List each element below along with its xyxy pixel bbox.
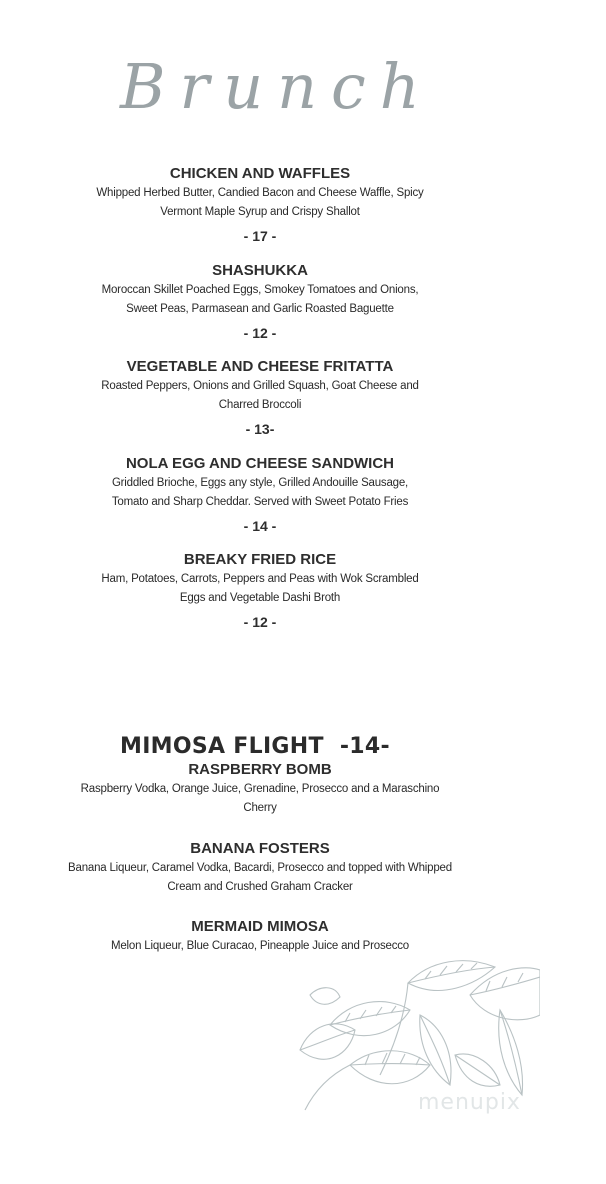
item-price: - 13- <box>245 421 275 437</box>
item-description: Moroccan Skillet Poached Eggs, Smokey Tomatoes and Onions, Sweet Peas, Parmasean and Garlic Roasted Baguette <box>101 283 419 315</box>
item-name: BREAKY FRIED RICE <box>183 551 337 568</box>
item-name: CHICKEN AND WAFFLES <box>169 165 351 182</box>
drink-name: RASPBERRY BOMB <box>188 761 332 778</box>
item-price: - 17 - <box>243 228 277 244</box>
drink-description: Banana Liqueur, Caramel Vodka, Bacardi, Prosecco and topped with Whipped Cream and Crushed Graham Cracker <box>68 861 452 893</box>
watermark: menupix <box>418 1090 521 1115</box>
item-name: VEGETABLE AND CHEESE FRITATTA <box>126 358 394 375</box>
mimosa-flight-heading <box>120 734 390 760</box>
item-price: - 14 - <box>243 517 277 534</box>
item-description: Griddled Brioche, Eggs any style, Grilled Andouille Sausage, Tomato and Sharp Cheddar. Served with Sweet Potato Fries <box>111 476 409 508</box>
drink-item <box>0 761 520 840</box>
menu-title: Brunch <box>120 50 434 123</box>
item-name: NOLA EGG AND CHEESE SANDWICH <box>125 454 395 472</box>
mimosa-flight-title: MIMOSA FLIGHT <box>120 734 324 759</box>
drink-item <box>0 840 520 919</box>
drink-description: Raspberry Vodka, Orange Juice, Grenadine, Prosecco and a Maraschino Cherry <box>80 783 440 814</box>
menu-item <box>0 551 520 648</box>
item-price: - 12 - <box>243 324 277 341</box>
menu-item <box>0 165 520 262</box>
brunch-items-list <box>0 165 520 648</box>
mimosa-flight-price: -14- <box>339 734 390 759</box>
item-description: Whipped Herbed Butter, Candied Bacon and Cheese Waffle, Spicy Vermont Maple Syrup and Crispy Shallot <box>96 187 424 218</box>
item-description: Roasted Peppers, Onions and Grilled Squash, Goat Cheese and Charred Broccoli <box>101 380 419 411</box>
menu-item <box>0 358 520 455</box>
drink-description: Melon Liqueur, Blue Curacao, Pineapple Juice and Prosecco <box>110 940 410 952</box>
menu-item <box>0 262 520 359</box>
item-price: - 12 - <box>243 614 277 630</box>
item-name: SHASHUKKA <box>212 261 308 279</box>
menu-item <box>0 455 520 552</box>
item-description: Ham, Potatoes, Carrots, Peppers and Peas with Wok Scrambled Eggs and Vegetable Dashi Broth <box>101 573 419 604</box>
drink-name: BANANA FOSTERS <box>190 839 330 857</box>
drink-name: MERMAID MIMOSA <box>191 918 329 935</box>
